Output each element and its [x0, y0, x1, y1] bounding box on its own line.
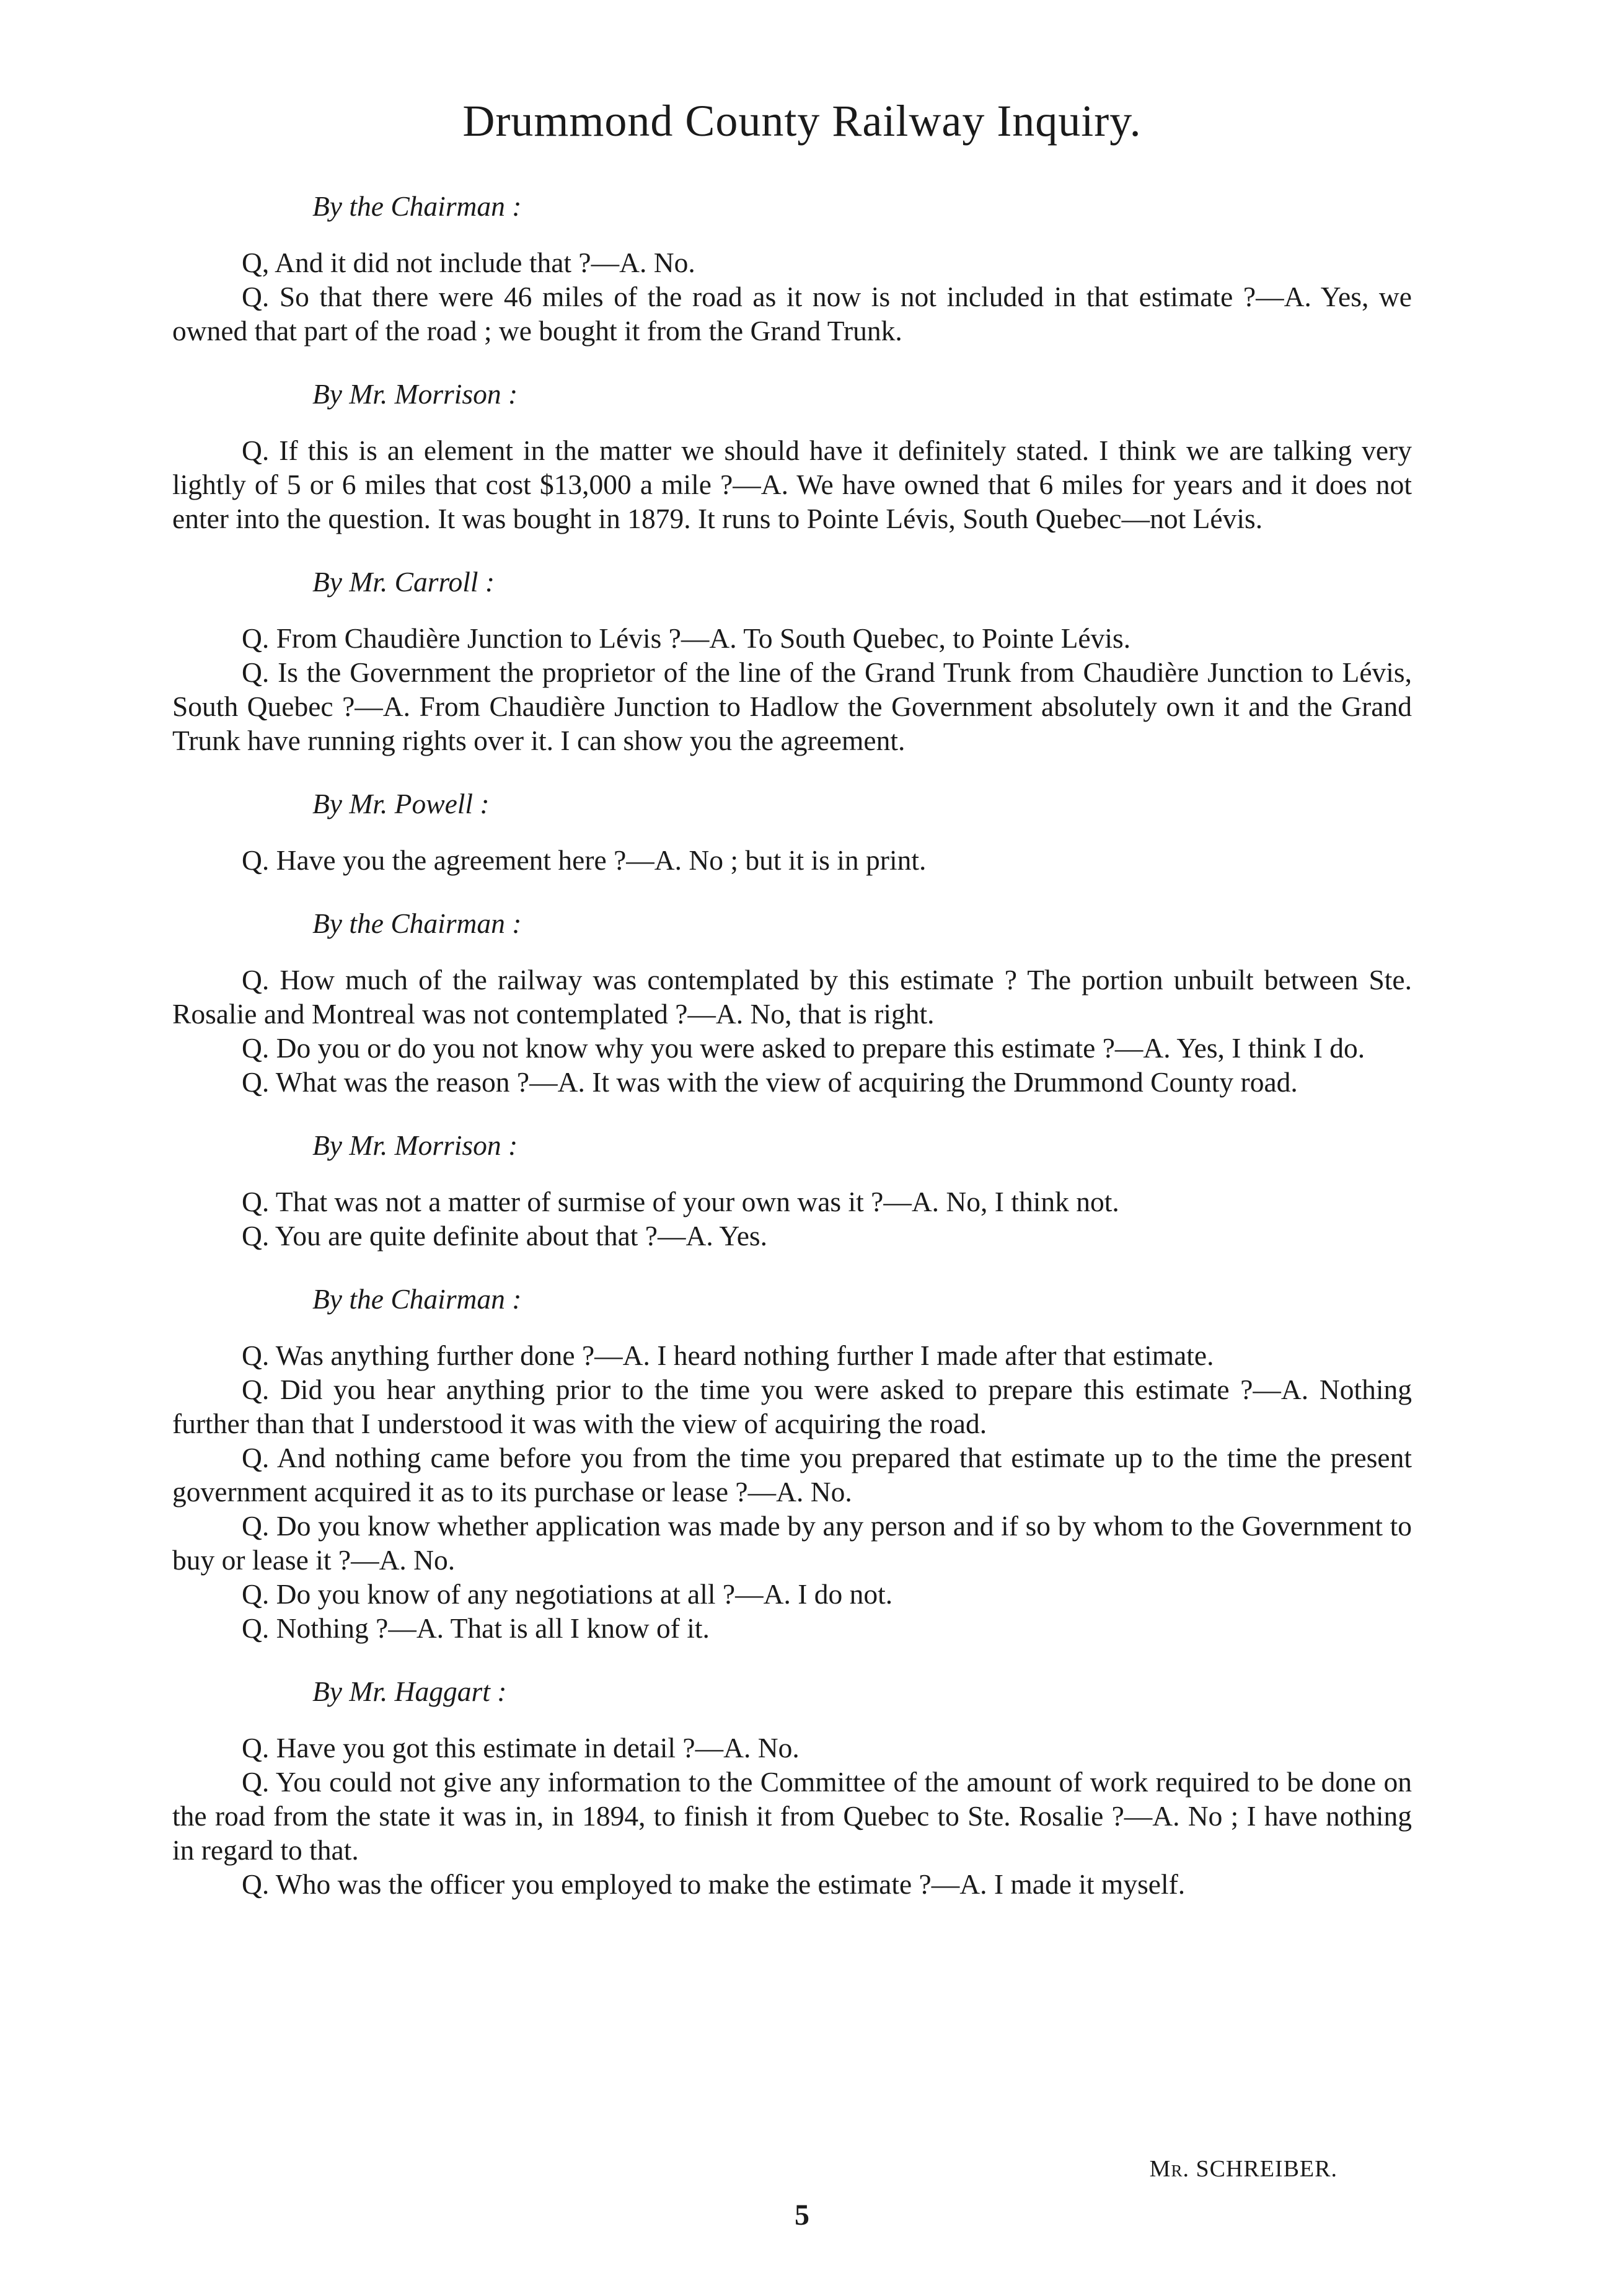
testimony-section: [172, 1282, 1412, 1645]
testimony-section: [172, 1674, 1412, 1901]
testimony-section: [172, 377, 1412, 536]
testimony-section: [172, 189, 1412, 348]
testimony-paragraph: Q. Do you or do you not know why you were asked to prepare this estimate ?—A. Yes, I think I do.: [242, 1032, 1365, 1064]
testimony-paragraph: Q. Nothing ?—A. That is all I know of it.: [242, 1612, 710, 1644]
speaker-heading: By Mr. Morrison :: [312, 378, 518, 410]
speaker-heading: By Mr. Morrison :: [312, 1129, 518, 1161]
page-title: Drummond County Railway Inquiry.: [462, 96, 1142, 146]
testimony-section: [172, 906, 1412, 1099]
testimony-paragraph: Q. That was not a matter of surmise of your own was it ?—A. No, I think not.: [242, 1186, 1119, 1217]
testimony-section: [172, 787, 1412, 877]
testimony-paragraph: Q. Have you got this estimate in detail ?—A. No.: [242, 1732, 800, 1764]
testimony-paragraph: Q. You are quite definite about that ?—A. Yes.: [242, 1220, 767, 1252]
testimony-paragraph: Q. Is the Government the proprietor of the line of the Grand Trunk from Chaudière Junction to Lévis, South Quebec ?—A. From Chaudière Junction to Hadlow the Government absolutely own it and the Grand Trunk have running rights over it. I can show you the agreement.: [172, 656, 1412, 756]
testimony-body: [172, 189, 1412, 1930]
speaker-heading: By the Chairman :: [312, 190, 522, 222]
testimony-paragraph: Q. You could not give any information to the Committee of the amount of work required to be done on the road from the state it was in, in 1894, to finish it from Quebec to Ste. Rosalie ?—A. No ; I have nothing in regard to that.: [172, 1766, 1412, 1866]
testimony-paragraph: Q, And it did not include that ?—A. No.: [242, 247, 695, 278]
testimony-paragraph: Q. Did you hear anything prior to the time you were asked to prepare this estimate ?—A. Nothing further than that I understood it was with the view of acquiring the road.: [172, 1374, 1412, 1439]
testimony-paragraph: Q. Who was the officer you employed to make the estimate ?—A. I made it myself.: [242, 1868, 1186, 1900]
testimony-paragraph: Q. How much of the railway was contemplated by this estimate ? The portion unbuilt between Ste. Rosalie and Montreal was not contemplated ?—A. No, that is right.: [172, 964, 1412, 1030]
testimony-section: [172, 565, 1412, 757]
testimony-paragraph: Q. From Chaudière Junction to Lévis ?—A. To South Quebec, to Pointe Lévis.: [242, 622, 1131, 654]
testimony-section: [172, 1128, 1412, 1253]
speaker-heading: By Mr. Powell :: [312, 788, 490, 819]
speaker-heading: By Mr. Carroll :: [312, 566, 495, 598]
speaker-heading: By Mr. Haggart :: [312, 1676, 507, 1707]
testimony-paragraph: Q. What was the reason ?—A. It was with the view of acquiring the Drummond County road.: [242, 1066, 1298, 1098]
testimony-paragraph: Q. Do you know of any negotiations at all ?—A. I do not.: [242, 1578, 893, 1610]
testimony-paragraph: Q. Have you the agreement here ?—A. No ; but it is in print.: [242, 844, 927, 876]
speaker-heading: By the Chairman :: [312, 907, 522, 939]
speaker-heading: By the Chairman :: [312, 1283, 522, 1315]
witness-signature: Mr. SCHREIBER.: [1149, 2156, 1337, 2182]
page-number: 5: [795, 2199, 809, 2232]
testimony-paragraph: Q. Was anything further done ?—A. I heard nothing further I made after that estimate.: [242, 1340, 1214, 1371]
testimony-paragraph: Q. Do you know whether application was made by any person and if so by whom to the Government to buy or lease it ?—A. No.: [172, 1510, 1412, 1576]
testimony-paragraph: Q. If this is an element in the matter we should have it definitely stated. I think we are talking very lightly of 5 or 6 miles that cost $13,000 a mile ?—A. We have owned that 6 miles for years and it does not enter into the question. It was bought in 1879. It runs to Pointe Lévis, South Quebec—not Lévis.: [172, 435, 1412, 534]
testimony-paragraph: Q. So that there were 46 miles of the road as it now is not included in that estimate ?—A. Yes, we owned that part of the road ; we bought it from the Grand Trunk.: [172, 281, 1412, 347]
testimony-paragraph: Q. And nothing came before you from the time you prepared that estimate up to the time the present government acquired it as to its purchase or lease ?—A. No.: [172, 1442, 1412, 1508]
